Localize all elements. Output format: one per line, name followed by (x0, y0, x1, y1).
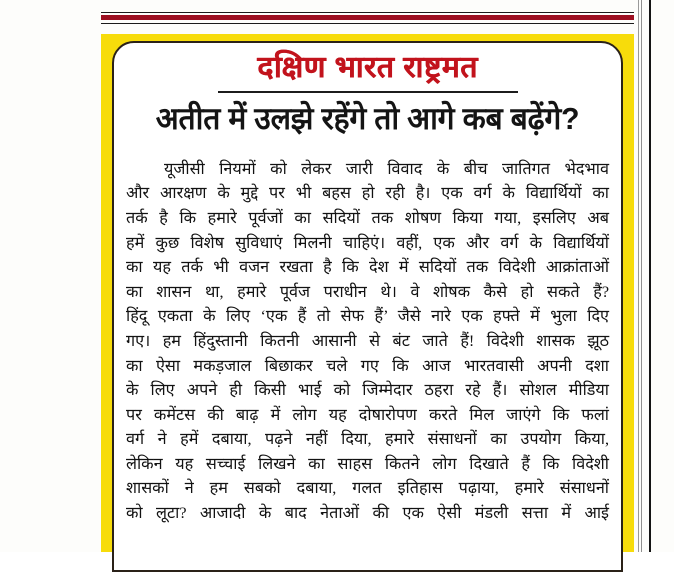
article-paragraph (126, 157, 609, 526)
body-line: हिंदू एकता के लिए ‘एक हैं तो सेफ हैं’ जैसे नारे एक हफ्ते में भुला दिए (126, 307, 609, 326)
body-line: का ऐसा मकड़जाल बिछाकर चले गए कि आज भारतवासी अपनी दशा (126, 356, 609, 375)
top-header-rules (101, 12, 634, 24)
body-line: लेकिन यह सच्चाई लिखने का साहस कितने लोग दिखाते हैं कि विदेशी (126, 454, 609, 473)
article-headline: अतीत में उलझे रहेंगे तो आगे कब बढ़ेंगे? (155, 100, 580, 136)
article-yellow-frame (101, 34, 634, 552)
top-rule-thin-lower (101, 23, 634, 24)
body-line: और आरक्षण के मुद्दे पर भी बहस हो रही है। एक वर्ग के विद्यार्थियों का (126, 184, 609, 203)
body-line: का शासन था, हमारे पूर्वज पराधीन थे। वे शोषक कैसे हो सकते हैं? (126, 282, 609, 301)
body-line: को लूटा? आजादी के बाद नेताओं की एक ऐसी मंडली सत्ता में आई (126, 504, 609, 523)
body-line: वर्ग ने हमें दबाया, पढ़ने नहीं दिया, हमारे संसाधनों का उपयोग किया, (126, 430, 609, 449)
article-card (112, 41, 623, 572)
body-line: शासकों ने हम सबको दबाया, गलत इतिहास पढ़ाया, हमारे संसाधनों (126, 479, 609, 498)
page-column-divider (649, 0, 651, 552)
body-line: का यह तर्क भी वजन रखता है कि देश में सदियों तक विदेशी आक्रांताओं (126, 258, 609, 277)
top-rule-red (101, 15, 634, 20)
publication-masthead: दक्षिण भारत राष्ट्रमत (257, 51, 478, 84)
page-gutter-rule-2 (641, 0, 642, 552)
body-line: गए। हम हिंदुस्तानी कितनी आसानी से बंट जाते हैं! विदेशी शासक झूठ (126, 331, 609, 350)
article-body (126, 157, 609, 526)
body-line: के लिए अपने ही किसी भाई को जिम्मेदार ठहरा रहे हैं। सोशल मीडिया (126, 381, 609, 400)
body-line: पर कमेंटस की बाढ़ में लोग यह दोषारोपण करते मिल जाएंगे कि फलां (126, 405, 609, 424)
body-line: तर्क है कि हमारे पूर्वजों का सदियों तक शोषण किया गया, इसलिए अब (126, 208, 609, 227)
page-gutter-rule-1 (638, 0, 639, 552)
body-line: हमें कुछ विशेष सुविधाएं मिलनी चाहिएं। वहीं, एक और वर्ग के विद्यार्थियों (126, 233, 609, 252)
top-rule-thin-upper (101, 12, 634, 13)
masthead-divider (218, 91, 518, 93)
body-line: यूजीसी नियमों को लेकर जारी विवाद के बीच जातिगत भेदभाव (164, 159, 609, 178)
